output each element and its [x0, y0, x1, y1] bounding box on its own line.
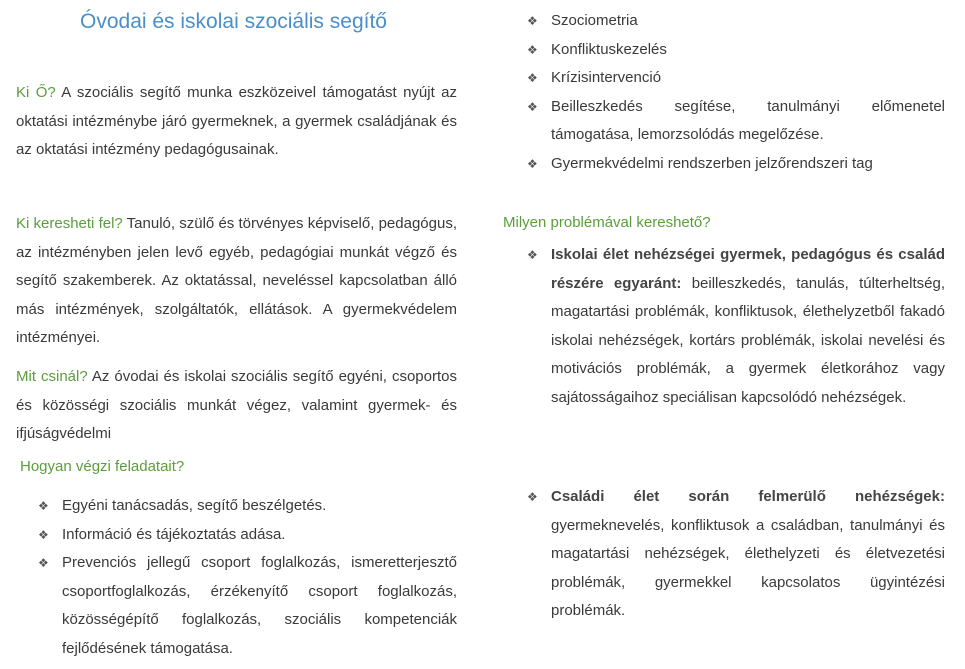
list-item [38, 521, 457, 550]
page-title: Óvodai és iskolai szociális segítő [80, 10, 387, 33]
bullet-icon: ❖ [38, 556, 49, 570]
list-item [527, 241, 945, 412]
who-label: Ki Ő? [16, 84, 56, 101]
bullet-icon: ❖ [527, 71, 538, 85]
bullet-icon: ❖ [527, 42, 538, 57]
what-text: Az óvodai és iskolai szociális segítő egyéni, csoportos és közösségi szociális munkát végez, valamint gyermek- és ifjúságvédelmi [16, 368, 457, 442]
bullet-icon: ❖ [527, 99, 538, 114]
service-item-5: Gyermekvédelmi rendszerben jelzőrendszeri tag [551, 154, 873, 172]
services-list [527, 7, 945, 178]
who-text: A szociális segítő munka eszközeivel támogatást nyújt az oktatási intézménybe járó gyermeknek, a gyermek családjának és az oktatási intézmény pedagógusainak. [16, 84, 457, 158]
problems-list-1 [527, 241, 945, 412]
list-item [527, 36, 945, 65]
who-can-paragraph [16, 210, 457, 353]
problem-2-text: gyermeknevelés, konfliktusok a családban, tanulmányi és magatartási nehézségek, élethelyzeti és életvezetési problémák, gyermekkel kapcsolatos ügyintézési problémák. [551, 516, 945, 619]
service-item-2: Konfliktuskezelés [551, 40, 667, 58]
list-item [38, 492, 457, 521]
what-label: Mit csinál? [16, 368, 88, 385]
how-item-2: Információ és tájékoztatás adása. [62, 525, 286, 543]
problems-heading: Milyen problémával kereshető? [503, 214, 711, 231]
problems-list-2 [527, 483, 945, 626]
what-paragraph [16, 363, 457, 449]
list-item [527, 7, 945, 36]
bullet-icon: ❖ [527, 14, 538, 28]
service-item-4: Beilleszkedés segítése, tanulmányi előmenetel támogatása, lemorzsolódás megelőzése. [551, 97, 945, 143]
list-item [527, 64, 945, 93]
bullet-icon: ❖ [38, 527, 49, 542]
problem-1-text: beilleszkedés, tanulás, túlterheltség, magatartási problémák, konfliktusok, élethelyzetből fakadó iskolai nehézségek, kortárs problémák, iskolai nevelési és motivációs problémák, a gyermek életkorához vagy sajátosságaihoz speciálisan kapcsolódó nehézségek. [551, 274, 945, 406]
bullet-icon: ❖ [527, 248, 538, 262]
who-can-label: Ki keresheti fel? [16, 215, 123, 232]
list-item [527, 93, 945, 150]
bullet-icon: ❖ [527, 490, 538, 504]
how-list [38, 492, 457, 663]
service-item-3: Krízisintervenció [551, 69, 662, 86]
service-item-1: Szociometria [551, 12, 638, 29]
list-item [527, 483, 945, 626]
bullet-icon: ❖ [527, 156, 538, 171]
bullet-icon: ❖ [38, 499, 49, 513]
how-item-1: Egyéni tanácsadás, segítő beszélgetés. [62, 497, 327, 514]
list-item [527, 150, 945, 179]
problem-1-title: Iskolai élet nehézségei gyermek, pedagógus és család részére egyaránt: [551, 246, 945, 292]
who-paragraph [16, 79, 457, 165]
how-item-3: Prevenciós jellegű csoport foglalkozás, ismeretterjesztő csoportfoglalkozás, érzékenyítő csoport foglalkozás, közösségépítő foglalkozás, szociális kompetenciák fejlődésének támogatása. [62, 554, 457, 657]
list-item [38, 549, 457, 663]
how-heading: Hogyan végzi feladatait? [20, 458, 185, 475]
who-can-text: Tanuló, szülő és törvényes képviselő, pedagógus, az intézményben jelen levő egyéb, pedagógiai munkát végző és segítő szakemberek. Az oktatással, neveléssel kapcsolatban álló más intézmények, szolgáltatók, ellátások. A gyermekvédelem intézményei. [16, 215, 457, 346]
problem-2-title: Családi élet során felmerülő nehézségek: [551, 488, 945, 505]
